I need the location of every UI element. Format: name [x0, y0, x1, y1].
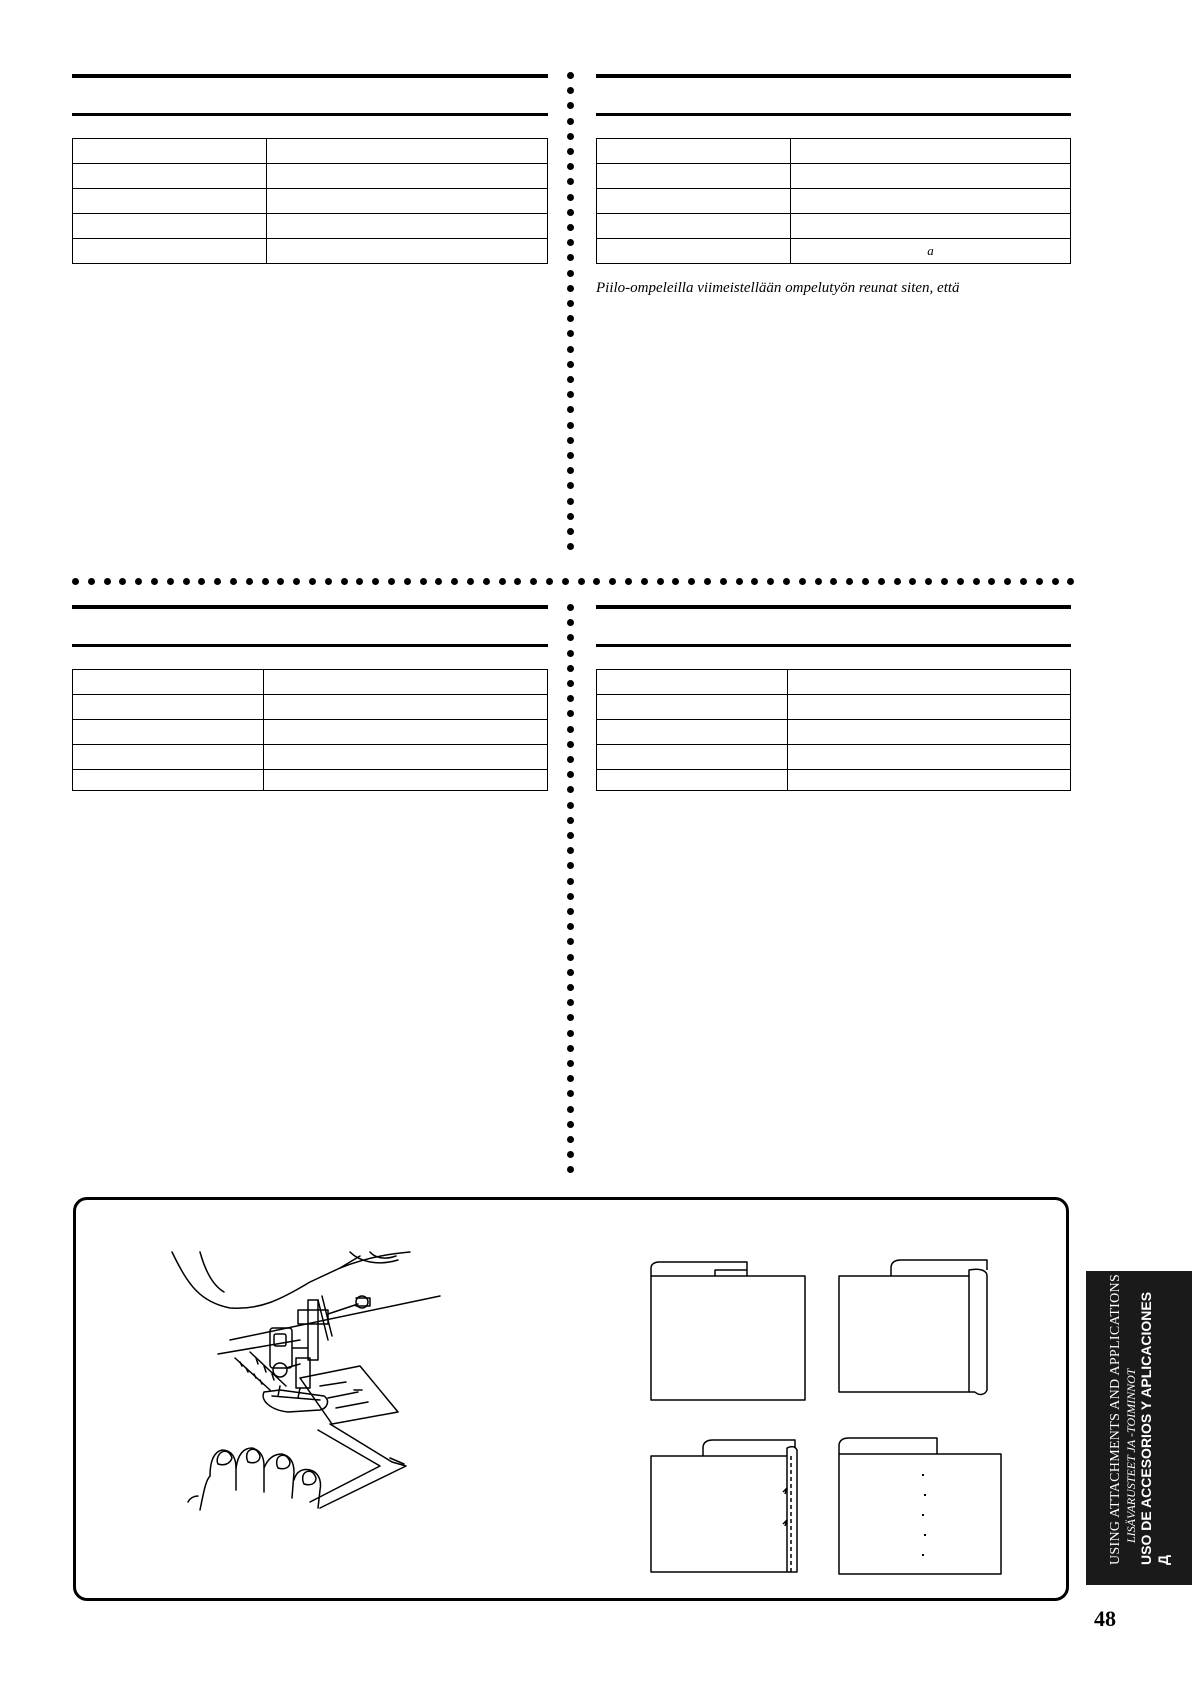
- divider-dot: [1020, 578, 1027, 585]
- sewing-machine-illustration: [160, 1240, 460, 1510]
- divider-dot: [567, 285, 574, 292]
- divider-dot: [325, 578, 332, 585]
- divider-dot: [293, 578, 300, 585]
- divider-dot: [830, 578, 837, 585]
- divider-dot: [815, 578, 822, 585]
- divider-dot: [567, 619, 574, 626]
- divider-dot: [567, 999, 574, 1006]
- divider-dot: [435, 578, 442, 585]
- table-row: [73, 720, 548, 745]
- divider-dot: [567, 1060, 574, 1067]
- divider-dot: [104, 578, 111, 585]
- divider-dot: [567, 437, 574, 444]
- table-top-left: [72, 138, 548, 264]
- divider-dot: [1036, 578, 1043, 585]
- divider-dot: [341, 578, 348, 585]
- divider-dot: [567, 1030, 574, 1037]
- divider-dot: [567, 1151, 574, 1158]
- divider-dot: [567, 1045, 574, 1052]
- table-bottom-right: [596, 669, 1071, 791]
- divider-dot: [567, 923, 574, 930]
- table-row: [597, 214, 1071, 239]
- side-tab-title-english: USING ATTACHMENTS AND APPLICATIONS: [1107, 1273, 1123, 1565]
- divider-dot: [198, 578, 205, 585]
- divider-dot: [483, 578, 490, 585]
- table-row: a: [597, 239, 1071, 264]
- divider-dot: [72, 578, 79, 585]
- divider-dot: [530, 578, 537, 585]
- divider-dot: [1004, 578, 1011, 585]
- dotted-divider-vertical-top: [567, 72, 575, 556]
- divider-dot: [846, 578, 853, 585]
- section-bottom-left-rule-top: [72, 605, 548, 609]
- divider-dot: [567, 209, 574, 216]
- divider-dot: [567, 422, 574, 429]
- divider-dot: [567, 376, 574, 383]
- divider-dot: [878, 578, 885, 585]
- section-top-left-rule-top: [72, 74, 548, 78]
- divider-dot: [567, 817, 574, 824]
- table-row: [73, 239, 548, 264]
- divider-dot: [625, 578, 632, 585]
- fabric-fold-illustration: [645, 1250, 1005, 1580]
- divider-dot: [567, 938, 574, 945]
- divider-dot: [119, 578, 126, 585]
- divider-dot: [567, 802, 574, 809]
- table-row: [73, 189, 548, 214]
- side-tab-title-extra: Д: [1154, 1555, 1171, 1565]
- divider-dot: [567, 634, 574, 641]
- divider-dot: [567, 954, 574, 961]
- divider-dot: [567, 680, 574, 687]
- divider-dot: [567, 72, 574, 79]
- divider-dot: [704, 578, 711, 585]
- table-row: [597, 670, 1071, 695]
- divider-dot: [567, 224, 574, 231]
- section-bottom-right-rule-top: [596, 605, 1071, 609]
- divider-dot: [246, 578, 253, 585]
- table-row: [73, 164, 548, 189]
- section-top-right-rule-top: [596, 74, 1071, 78]
- divider-dot: [1052, 578, 1059, 585]
- divider-dot: [567, 1121, 574, 1128]
- table-row: [73, 139, 548, 164]
- divider-dot: [214, 578, 221, 585]
- divider-dot: [567, 194, 574, 201]
- table-row: [73, 695, 548, 720]
- divider-dot: [720, 578, 727, 585]
- divider-dot: [567, 832, 574, 839]
- divider-dot: [567, 148, 574, 155]
- divider-dot: [420, 578, 427, 585]
- divider-dot: [277, 578, 284, 585]
- divider-dot: [567, 1136, 574, 1143]
- table-row: [597, 189, 1071, 214]
- divider-dot: [567, 695, 574, 702]
- divider-dot: [567, 498, 574, 505]
- divider-dot: [567, 771, 574, 778]
- table-row: [73, 214, 548, 239]
- divider-dot: [609, 578, 616, 585]
- divider-dot: [135, 578, 142, 585]
- dotted-divider-vertical-bottom: [567, 604, 575, 1170]
- divider-dot: [567, 239, 574, 246]
- divider-dot: [894, 578, 901, 585]
- divider-dot: [151, 578, 158, 585]
- divider-dot: [567, 361, 574, 368]
- divider-dot: [641, 578, 648, 585]
- section-top-left-rule-bottom: [72, 113, 548, 116]
- divider-dot: [767, 578, 774, 585]
- divider-dot: [167, 578, 174, 585]
- divider-dot: [567, 315, 574, 322]
- divider-dot: [567, 862, 574, 869]
- divider-dot: [751, 578, 758, 585]
- dotted-divider-horizontal: [72, 578, 1072, 586]
- table-row: [597, 770, 1071, 791]
- divider-dot: [567, 878, 574, 885]
- divider-dot: [1067, 578, 1074, 585]
- divider-dot: [593, 578, 600, 585]
- divider-dot: [567, 528, 574, 535]
- divider-dot: [567, 1166, 574, 1173]
- divider-dot: [562, 578, 569, 585]
- divider-dot: [567, 741, 574, 748]
- divider-dot: [567, 391, 574, 398]
- divider-dot: [567, 254, 574, 261]
- divider-dot: [672, 578, 679, 585]
- divider-dot: [567, 270, 574, 277]
- divider-dot: [567, 650, 574, 657]
- side-tab-title-finnish: LISÄVARUSTEET JA -TOIMINNOT: [1123, 1368, 1138, 1543]
- table-row: [597, 164, 1071, 189]
- divider-dot: [567, 467, 574, 474]
- divider-dot: [578, 578, 585, 585]
- divider-dot: [957, 578, 964, 585]
- divider-dot: [567, 604, 574, 611]
- table-row: [597, 745, 1071, 770]
- divider-dot: [909, 578, 916, 585]
- divider-dot: [372, 578, 379, 585]
- section-bottom-left-rule-bottom: [72, 644, 548, 647]
- divider-dot: [941, 578, 948, 585]
- divider-dot: [567, 102, 574, 109]
- divider-dot: [451, 578, 458, 585]
- divider-dot: [567, 893, 574, 900]
- chapter-side-tab-text: [1086, 1271, 1192, 1585]
- divider-dot: [514, 578, 521, 585]
- divider-dot: [404, 578, 411, 585]
- divider-dot: [262, 578, 269, 585]
- divider-dot: [567, 178, 574, 185]
- divider-dot: [567, 543, 574, 550]
- divider-dot: [657, 578, 664, 585]
- divider-dot: [567, 1090, 574, 1097]
- page-number: 48: [1094, 1606, 1116, 1631]
- divider-dot: [567, 482, 574, 489]
- divider-dot: [567, 726, 574, 733]
- table-row: [73, 770, 548, 791]
- section-top-right-rule-bottom: [596, 113, 1071, 116]
- divider-dot: [567, 118, 574, 125]
- section-top-right-body-text: Piilo-ompeleilla viimeistellään ompelutyön reunat siten, että: [596, 280, 960, 296]
- divider-dot: [973, 578, 980, 585]
- divider-dot: [567, 786, 574, 793]
- divider-dot: [567, 346, 574, 353]
- section-bottom-right-rule-bottom: [596, 644, 1071, 647]
- divider-dot: [356, 578, 363, 585]
- chapter-side-tab: [1086, 1271, 1192, 1585]
- divider-dot: [988, 578, 995, 585]
- divider-dot: [567, 300, 574, 307]
- divider-dot: [183, 578, 190, 585]
- divider-dot: [499, 578, 506, 585]
- table-row: [597, 720, 1071, 745]
- divider-dot: [567, 1106, 574, 1113]
- divider-dot: [567, 330, 574, 337]
- table-row: [597, 695, 1071, 720]
- divider-dot: [567, 87, 574, 94]
- divider-dot: [799, 578, 806, 585]
- divider-dot: [230, 578, 237, 585]
- divider-dot: [88, 578, 95, 585]
- side-tab-title-spanish: USO DE ACCESORIOS Y APLICACIONES: [1137, 1291, 1154, 1565]
- divider-dot: [783, 578, 790, 585]
- divider-dot: [862, 578, 869, 585]
- divider-dot: [567, 452, 574, 459]
- divider-dot: [467, 578, 474, 585]
- divider-dot: [567, 1014, 574, 1021]
- divider-dot: [388, 578, 395, 585]
- divider-dot: [567, 1075, 574, 1082]
- divider-dot: [925, 578, 932, 585]
- table-row: [73, 670, 548, 695]
- divider-dot: [688, 578, 695, 585]
- divider-dot: [567, 133, 574, 140]
- divider-dot: [736, 578, 743, 585]
- divider-dot: [309, 578, 316, 585]
- divider-dot: [567, 513, 574, 520]
- table-row: [73, 745, 548, 770]
- divider-dot: [567, 665, 574, 672]
- divider-dot: [567, 710, 574, 717]
- divider-dot: [567, 163, 574, 170]
- divider-dot: [567, 406, 574, 413]
- divider-dot: [567, 908, 574, 915]
- divider-dot: [567, 847, 574, 854]
- table-row: [597, 139, 1071, 164]
- divider-dot: [567, 969, 574, 976]
- divider-dot: [546, 578, 553, 585]
- table-bottom-left: [72, 669, 548, 791]
- divider-dot: [567, 984, 574, 991]
- divider-dot: [567, 756, 574, 763]
- table-top-right: [596, 138, 1071, 264]
